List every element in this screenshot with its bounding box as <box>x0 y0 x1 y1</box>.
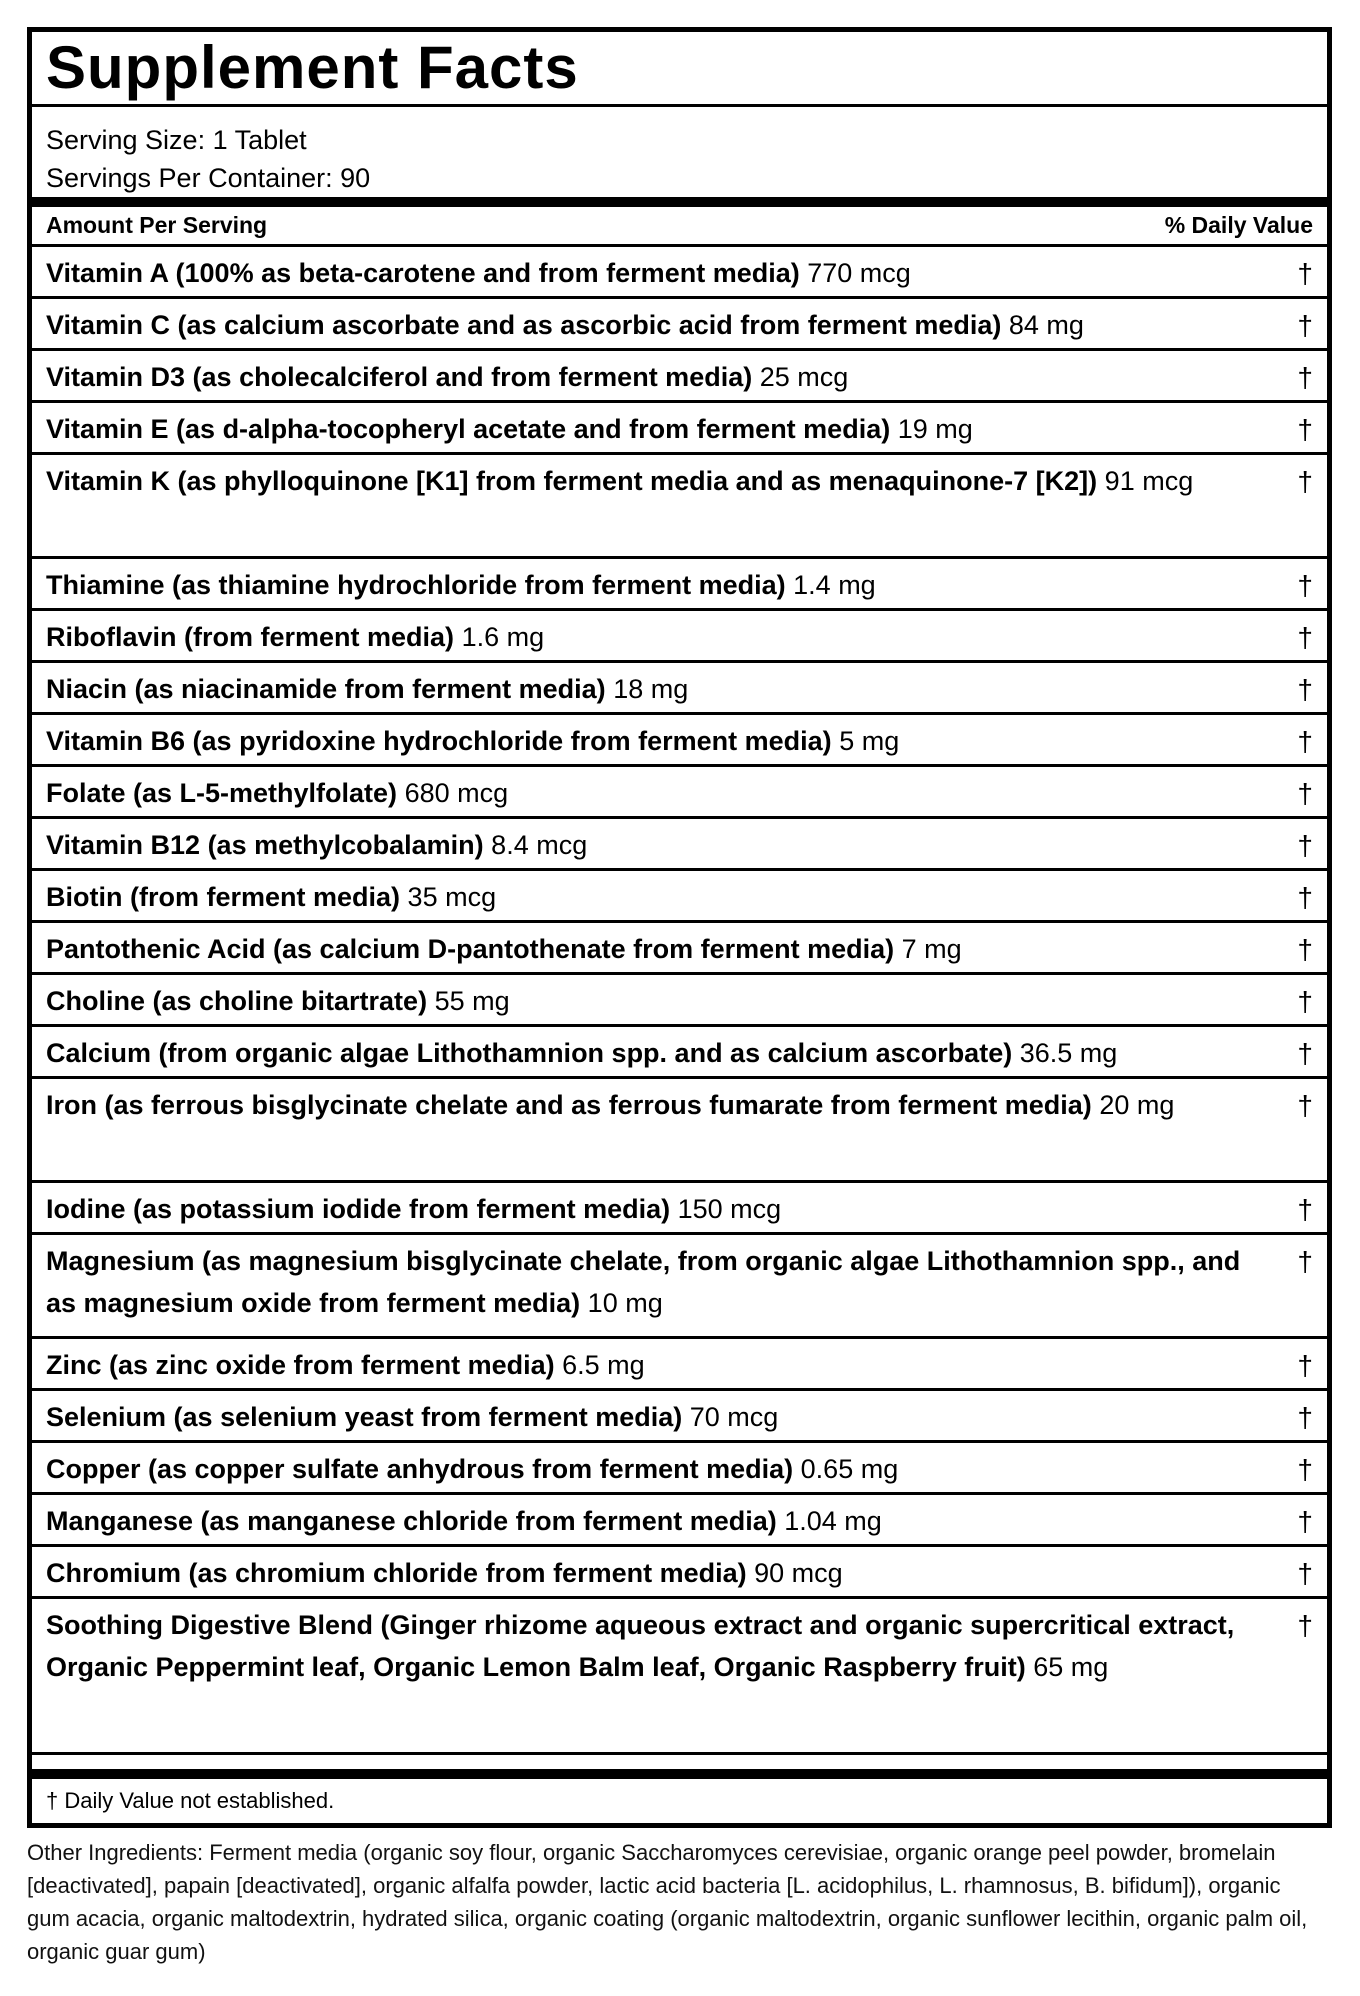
daily-value-marker: † <box>1297 1246 1313 1278</box>
footnote: † Daily Value not established. <box>46 1788 335 1814</box>
panel-title: Supplement Facts <box>46 33 579 101</box>
nutrient-amount: 8.4 mcg <box>491 830 588 861</box>
daily-value-marker: † <box>1297 674 1313 706</box>
nutrient-row <box>32 1079 1327 1183</box>
nutrient-name: Vitamin K (as phylloquinone [K1] from ferment media and as menaquinone-7 [K2]) <box>46 466 1098 497</box>
nutrient-name: Chromium (as chromium chloride from ferment media) <box>46 1558 747 1589</box>
nutrient-amount: 91 mcg <box>1104 466 1194 497</box>
nutrient-row <box>32 611 1327 663</box>
daily-value-marker: † <box>1297 258 1313 290</box>
nutrient-amount: 150 mcg <box>677 1194 782 1225</box>
nutrient-amount: 70 mcg <box>689 1402 779 1433</box>
daily-value-marker: † <box>1297 466 1313 498</box>
nutrient-name: Vitamin B12 (as methylcobalamin) <box>46 830 484 861</box>
nutrient-amount: 18 mg <box>613 674 689 705</box>
nutrient-amount: 5 mg <box>839 726 900 757</box>
nutrient-row <box>32 975 1327 1027</box>
daily-value-marker: † <box>1297 778 1313 810</box>
nutrient-amount: 20 mg <box>1099 1090 1175 1121</box>
nutrient-name: Folate (as L-5-methylfolate) <box>46 778 398 809</box>
nutrient-amount: 680 mcg <box>404 778 509 809</box>
nutrient-row <box>32 1339 1327 1391</box>
daily-value-marker: † <box>1297 882 1313 914</box>
nutrient-row <box>32 1391 1327 1443</box>
nutrient-row <box>32 299 1327 351</box>
nutrient-amount: 55 mg <box>434 986 510 1017</box>
daily-value-marker: † <box>1297 934 1313 966</box>
nutrient-name: Vitamin D3 (as cholecalciferol and from ferment media) <box>46 362 753 393</box>
thick-divider-top <box>32 197 1327 208</box>
nutrient-amount: 0.65 mg <box>800 1454 899 1485</box>
nutrient-list <box>32 247 1327 1755</box>
nutrient-row <box>32 1599 1327 1755</box>
daily-value-marker: † <box>1297 1194 1313 1226</box>
daily-value-marker: † <box>1297 622 1313 654</box>
supplement-facts-panel <box>27 27 1332 1828</box>
nutrient-amount: 6.5 mg <box>562 1350 645 1381</box>
column-header-row <box>32 207 1327 247</box>
nutrient-row <box>32 1443 1327 1495</box>
nutrient-row <box>32 767 1327 819</box>
nutrient-name: Choline (as choline bitartrate) <box>46 986 428 1017</box>
title-row <box>32 32 1327 107</box>
nutrient-amount: 19 mg <box>897 414 973 445</box>
nutrient-row <box>32 1183 1327 1235</box>
nutrient-amount: 1.04 mg <box>784 1506 882 1537</box>
nutrient-name: Biotin (from ferment media) <box>46 882 401 913</box>
servings-per-container: Servings Per Container: 90 <box>46 162 371 193</box>
nutrient-name: Vitamin E (as d-alpha-tocopheryl acetate and from ferment media) <box>46 414 891 445</box>
nutrient-amount: 770 mcg <box>807 258 911 289</box>
nutrient-amount: 1.4 mg <box>793 570 876 601</box>
nutrient-name: Manganese (as manganese chloride from ferment media) <box>46 1506 777 1537</box>
nutrient-name: Vitamin B6 (as pyridoxine hydrochloride from ferment media) <box>46 726 832 757</box>
nutrient-amount: 90 mcg <box>754 1558 843 1589</box>
daily-value-marker: † <box>1297 1610 1313 1642</box>
nutrient-name: Copper (as copper sulfate anhydrous from ferment media) <box>46 1454 794 1485</box>
nutrient-row <box>32 351 1327 403</box>
nutrient-name: Iodine (as potassium iodide from ferment media) <box>46 1194 671 1225</box>
nutrient-row <box>32 559 1327 611</box>
daily-value-marker: † <box>1297 310 1313 342</box>
daily-value-marker: † <box>1297 830 1313 862</box>
nutrient-row <box>32 1027 1327 1079</box>
nutrient-row <box>32 871 1327 923</box>
serving-info <box>32 107 1327 197</box>
daily-value-marker: † <box>1297 1558 1313 1590</box>
nutrient-row <box>32 403 1327 455</box>
nutrient-row <box>32 247 1327 299</box>
nutrient-name: Iron (as ferrous bisglycinate chelate and as ferrous fumarate from ferment media) <box>46 1090 1092 1121</box>
nutrient-row <box>32 819 1327 871</box>
nutrient-row <box>32 1547 1327 1599</box>
amount-per-serving-label: Amount Per Serving <box>46 212 268 239</box>
daily-value-marker: † <box>1297 1038 1313 1070</box>
nutrient-name: Thiamine (as thiamine hydrochloride from ferment media) <box>46 570 786 601</box>
daily-value-marker: † <box>1297 986 1313 1018</box>
nutrient-name: Pantothenic Acid (as calcium D-pantothenate from ferment media) <box>46 934 895 965</box>
nutrient-name: Vitamin A (100% as beta-carotene and from ferment media) <box>46 258 800 289</box>
daily-value-marker: † <box>1297 414 1313 446</box>
nutrient-amount: 36.5 mg <box>1019 1038 1118 1069</box>
nutrient-name: Zinc (as zinc oxide from ferment media) <box>46 1350 555 1381</box>
daily-value-marker: † <box>1297 1402 1313 1434</box>
daily-value-marker: † <box>1297 362 1313 394</box>
daily-value-marker: † <box>1297 570 1313 602</box>
nutrient-row <box>32 715 1327 767</box>
nutrient-amount: 1.6 mg <box>461 622 545 653</box>
daily-value-marker: † <box>1297 1350 1313 1382</box>
nutrient-name: Selenium (as selenium yeast from ferment media) <box>46 1402 683 1433</box>
nutrient-row <box>32 455 1327 559</box>
nutrient-amount: 84 mg <box>1008 310 1084 341</box>
nutrient-amount: 65 mg <box>1033 1652 1109 1683</box>
daily-value-marker: † <box>1297 1454 1313 1486</box>
serving-size: Serving Size: 1 Tablet <box>46 124 307 155</box>
nutrient-row <box>32 923 1327 975</box>
nutrient-name: Soothing Digestive Blend (Ginger rhizome aqueous extract and organic supercritical extract, Organic Peppermint leaf, Organic Lemon Balm leaf, Organic Raspberry fruit) <box>46 1610 1235 1683</box>
thick-divider-bottom <box>32 1769 1327 1780</box>
daily-value-marker: † <box>1297 1090 1313 1122</box>
nutrient-name: Magnesium (as magnesium bisglycinate chelate, from organic algae Lithothamnion spp., and as magnesium oxide from ferment media) <box>46 1246 1241 1319</box>
nutrient-name: Niacin (as niacinamide from ferment media) <box>46 674 606 705</box>
nutrient-row <box>32 1235 1327 1339</box>
other-ingredients: Other Ingredients: Ferment media (organic soy flour, organic Saccharomyces cerevisiae, organic orange peel powder, bromelain [deactivated], papain [deactivated], organic alfalfa powder, lactic acid bacteria [L. acidophilus, L. rhamnosus, B. bifidum]), organic gum acacia, organic maltodextrin, hydrated silica, organic coating (organic maltodextrin, organic sunflower lecithin, organic palm oil, organic guar gum) <box>27 1840 1308 1964</box>
daily-value-label: % Daily Value <box>1164 212 1313 239</box>
nutrient-amount: 35 mcg <box>407 882 497 913</box>
nutrient-amount: 10 mg <box>587 1288 663 1319</box>
nutrient-row <box>32 663 1327 715</box>
nutrient-name: Calcium (from organic algae Lithothamnion spp. and as calcium ascorbate) <box>46 1038 1013 1069</box>
daily-value-marker: † <box>1297 1506 1313 1538</box>
nutrient-name: Riboflavin (from ferment media) <box>46 622 455 653</box>
nutrient-row <box>32 1495 1327 1547</box>
nutrient-amount: 7 mg <box>901 934 962 965</box>
daily-value-marker: † <box>1297 726 1313 758</box>
spacer <box>32 1755 1327 1769</box>
nutrient-name: Vitamin C (as calcium ascorbate and as ascorbic acid from ferment media) <box>46 310 1002 341</box>
nutrient-amount: 25 mcg <box>759 362 849 393</box>
